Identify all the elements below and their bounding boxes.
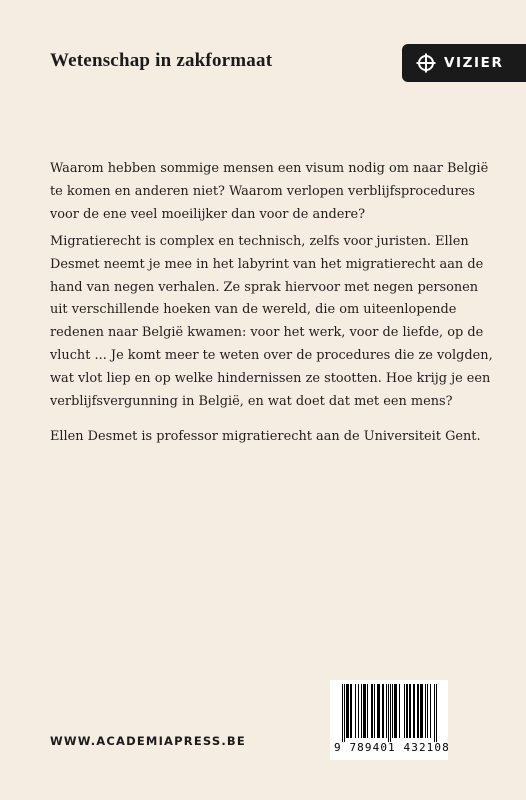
text-line: te komen en anderen niet? Waarom verlopen verblijfsprocedures (50, 183, 475, 199)
barcode-bar (390, 684, 391, 742)
text-line: Desmet neemt je mee in het labyrint van het migratierecht aan de (50, 256, 484, 272)
barcode-bar (396, 684, 397, 738)
text-line: redenen naar België kwamen: voor het werk, voor de liefde, op de (50, 325, 484, 341)
isbn-barcode (330, 680, 448, 760)
crosshair-icon (416, 53, 436, 73)
text-line: hand van negen verhalen. Ze sprak hiervoor met negen personen (50, 279, 479, 295)
barcode-bar (367, 684, 368, 738)
barcode-bar (371, 684, 372, 738)
barcode-bar (346, 684, 347, 738)
barcode-bar (386, 684, 387, 738)
description-paragraph (50, 231, 493, 413)
barcode-bar (395, 684, 396, 738)
barcode-bar (414, 684, 415, 738)
barcode-bar (425, 684, 426, 738)
barcode-bar (355, 684, 356, 738)
barcode-bar (347, 684, 348, 738)
barcode-bar (409, 684, 410, 738)
barcode-bar (394, 684, 395, 738)
barcode-bar (404, 684, 405, 738)
intro-paragraph (50, 158, 490, 226)
text-line: verblijfsvergunning in België, en wat doet dat met een mens? (50, 393, 453, 409)
barcode-bar (378, 684, 379, 738)
text-line: voor de ene veel moeilijker dan voor de andere? (50, 206, 366, 222)
text-line: wat vlot liep en op welke hindernissen ze stootten. Hoe krijg je een (50, 370, 491, 386)
barcode-bar (422, 684, 423, 738)
text-line: Waarom hebben sommige mensen een visum nodig om naar België (50, 161, 489, 176)
isbn-number: 9 789401 432108 (334, 741, 450, 754)
text-line: Migratierecht is complex en technisch, zelfs voor juristen. Ellen (50, 234, 469, 249)
barcode-bar (436, 684, 437, 742)
barcode-bar (351, 684, 352, 738)
barcode-bar (374, 684, 375, 738)
barcode-bar (377, 684, 378, 738)
barcode-bar (358, 684, 359, 738)
series-title: Wetenschap in zakformaat (50, 50, 273, 71)
barcode-bar (364, 684, 365, 738)
barcode-bar (410, 684, 411, 738)
barcode-bar (406, 684, 407, 738)
publisher-website: WWW.ACADEMIAPRESS.BE (50, 734, 246, 748)
barcode-bar (413, 684, 414, 738)
author-bio (50, 426, 490, 449)
barcode-bar (361, 684, 362, 738)
barcode-bar (407, 684, 408, 738)
barcode-bar (382, 684, 383, 738)
barcode-bar (421, 684, 422, 738)
publisher-name: VIZIER (444, 55, 504, 71)
barcode-bar (427, 684, 428, 738)
barcode-bar (420, 684, 421, 738)
text-line: uit verschillende hoeken van de wereld, die om uiteenlopende (50, 302, 457, 318)
barcode-bar (372, 684, 373, 738)
barcode-bar (383, 684, 384, 738)
barcode-bar (350, 684, 351, 738)
barcode-bar (344, 684, 345, 742)
barcode-bar (434, 684, 435, 742)
barcode-bar (417, 684, 418, 738)
barcode-bar (418, 684, 419, 738)
barcode-bar (379, 684, 380, 738)
barcode-bar (363, 684, 364, 738)
text-line: Ellen Desmet is professor migratierecht aan de Universiteit Gent. (50, 429, 481, 444)
barcode-bars (334, 684, 444, 742)
barcode-bar (365, 684, 366, 738)
barcode-bar (342, 684, 343, 742)
barcode-bar (392, 684, 393, 738)
barcode-bar (399, 684, 400, 738)
barcode-bar (388, 684, 389, 742)
barcode-bar (430, 684, 431, 738)
barcode-bar (348, 684, 349, 738)
publisher-badge (402, 44, 526, 82)
text-line: vlucht ... Je komt meer te weten over de procedures die ze volgden, (50, 347, 493, 363)
